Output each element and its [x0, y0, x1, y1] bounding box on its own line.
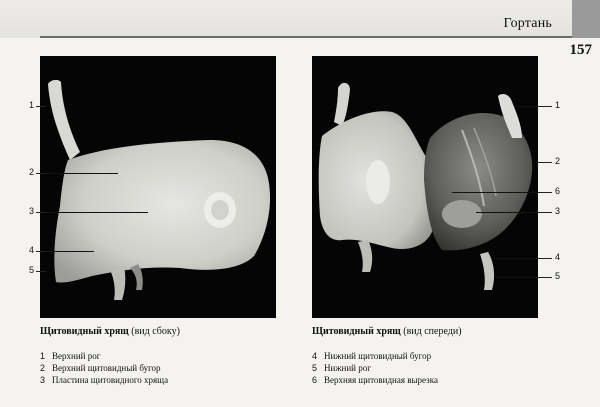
- legend-number: 2: [40, 363, 46, 373]
- figure-left-caption-bold: Щитовидный хрящ: [40, 326, 129, 337]
- callout-right-4: 4: [555, 252, 561, 262]
- leader-left-3: [36, 212, 46, 213]
- chapter-tab: [572, 0, 600, 38]
- leader-left-3-inner: [46, 212, 148, 213]
- callout-left-3: 3: [29, 206, 35, 216]
- leader-right-5: [538, 277, 552, 278]
- callout-left-4: 4: [29, 245, 35, 255]
- leader-right-4-inner: [492, 258, 538, 259]
- leader-right-5-inner: [496, 277, 538, 278]
- legend-item: [40, 374, 168, 386]
- legend-item: [312, 374, 438, 386]
- legend-number: 6: [312, 375, 318, 385]
- thyroid-cartilage-anterior-photo: [312, 56, 538, 318]
- leader-left-1: [36, 106, 46, 107]
- leader-right-3: [538, 212, 552, 213]
- figure-left-caption-rest: (вид сбоку): [131, 326, 180, 337]
- legend-item: [312, 350, 438, 362]
- figure-right-caption: [312, 326, 462, 337]
- legend-text: Верхняя щитовидная вырезка: [324, 375, 438, 385]
- legend-left: [40, 350, 168, 386]
- callout-right-6: 6: [555, 186, 561, 196]
- legend-number: 3: [40, 375, 46, 385]
- figure-left-caption: [40, 326, 180, 337]
- legend-text: Нижний рог: [324, 363, 371, 373]
- callout-left-1: 1: [29, 100, 35, 110]
- header-rule: [40, 36, 572, 38]
- legend-item: [312, 362, 438, 374]
- figure-right-caption-rest: (вид спереди): [403, 326, 462, 337]
- legend-number: 5: [312, 363, 318, 373]
- legend-text: Нижний щитовидный бугор: [324, 351, 432, 361]
- callout-right-2: 2: [555, 156, 561, 166]
- leader-left-2-inner: [46, 173, 118, 174]
- leader-left-2: [36, 173, 46, 174]
- legend-item: [40, 362, 168, 374]
- thyroid-cartilage-lateral-photo: [40, 56, 276, 318]
- legend-item: [40, 350, 168, 362]
- callout-right-1: 1: [555, 100, 561, 110]
- legend-text: Пластина щитовидного хряща: [52, 375, 169, 385]
- page-number: 157: [569, 42, 592, 58]
- callout-right-5: 5: [555, 271, 561, 281]
- leader-right-1-inner: [514, 106, 536, 107]
- leader-right-3-inner: [476, 212, 538, 213]
- leader-right-6: [538, 192, 552, 193]
- callout-left-5: 5: [29, 265, 35, 275]
- leader-right-6-inner: [452, 192, 538, 193]
- legend-text: Верхний щитовидный бугор: [52, 363, 161, 373]
- leader-left-4: [36, 251, 46, 252]
- leader-left-5: [36, 271, 46, 272]
- legend-text: Верхний рог: [52, 351, 101, 361]
- leader-right-2: [538, 162, 552, 163]
- callout-left-2: 2: [29, 167, 35, 177]
- legend-right: [312, 350, 438, 386]
- leader-right-4: [538, 258, 552, 259]
- leader-left-4-inner: [46, 251, 94, 252]
- legend-number: 4: [312, 351, 318, 361]
- leader-right-1: [538, 106, 552, 107]
- figure-right-caption-bold: Щитовидный хрящ: [312, 326, 401, 337]
- section-title: Гортань: [503, 16, 552, 31]
- callout-right-3: 3: [555, 206, 561, 216]
- legend-number: 1: [40, 351, 46, 361]
